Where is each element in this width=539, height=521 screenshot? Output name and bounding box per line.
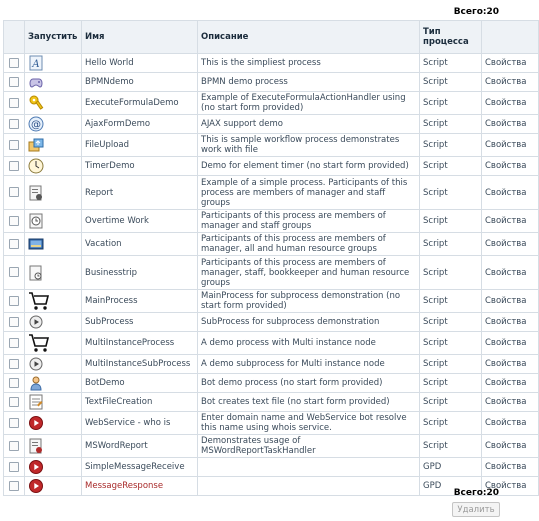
row-checkbox[interactable] (9, 397, 19, 407)
row-checkbox-cell (4, 458, 25, 477)
run-cell[interactable] (25, 355, 82, 374)
process-name[interactable]: Businesstrip (82, 256, 198, 290)
process-description: BPMN demo process (198, 73, 420, 92)
row-checkbox[interactable] (9, 140, 19, 150)
total-count-top: Всего:20 (453, 7, 499, 17)
process-description: AJAX support demo (198, 115, 420, 134)
process-type: Script (420, 435, 482, 458)
svg-text:A: A (32, 59, 40, 70)
process-name[interactable]: WebService - who is (82, 412, 198, 435)
process-type: Script (420, 134, 482, 157)
row-checkbox-cell (4, 157, 25, 176)
process-description: A demo process with Multi instance node (198, 332, 420, 355)
process-type: Script (420, 374, 482, 393)
run-cell[interactable] (25, 374, 82, 393)
process-description: Example of a simple process. Participants of this process are members of manager and staff groups (198, 176, 420, 210)
process-name[interactable]: MSWordReport (82, 435, 198, 458)
process-name[interactable]: Hello World (82, 54, 198, 73)
row-checkbox-cell (4, 313, 25, 332)
run-cell[interactable] (25, 134, 82, 157)
run-cell[interactable] (25, 210, 82, 233)
shopping-cart-icon[interactable] (28, 291, 50, 311)
properties-link[interactable]: Свойства (482, 477, 539, 496)
row-checkbox[interactable] (9, 359, 19, 369)
process-description: Demo for element timer (no start form provided) (198, 157, 420, 176)
run-cell[interactable] (25, 435, 82, 458)
row-checkbox[interactable] (9, 462, 19, 472)
row-checkbox[interactable] (9, 77, 19, 87)
row-checkbox[interactable] (9, 239, 19, 249)
process-name[interactable]: MultiInstanceSubProcess (82, 355, 198, 374)
at-sign-icon[interactable] (28, 116, 44, 132)
process-type: Script (420, 393, 482, 412)
process-table (3, 20, 539, 496)
process-description: SubProcess for subprocess demonstration (198, 313, 420, 332)
run-cell[interactable] (25, 115, 82, 134)
process-name[interactable]: MessageResponse (82, 477, 198, 496)
process-name[interactable]: TextFileCreation (82, 393, 198, 412)
vacation-screen-icon[interactable] (28, 236, 44, 252)
run-cell[interactable] (25, 458, 82, 477)
upload-package-icon[interactable] (28, 137, 44, 153)
process-type: Script (420, 256, 482, 290)
run-cell[interactable] (25, 332, 82, 355)
row-checkbox-cell (4, 256, 25, 290)
process-name[interactable]: BotDemo (82, 374, 198, 393)
run-cell[interactable] (25, 233, 82, 256)
row-checkbox-cell (4, 210, 25, 233)
row-checkbox-cell (4, 374, 25, 393)
table-row (4, 256, 539, 290)
properties-link[interactable]: Свойства (482, 134, 539, 157)
row-checkbox[interactable] (9, 441, 19, 451)
row-checkbox[interactable] (9, 378, 19, 388)
process-type: Script (420, 332, 482, 355)
row-checkbox-cell (4, 332, 25, 355)
row-checkbox[interactable] (9, 317, 19, 327)
table-row (4, 435, 539, 458)
run-cell[interactable] (25, 477, 82, 496)
process-type: Script (420, 54, 482, 73)
process-name[interactable]: MultiInstanceProcess (82, 332, 198, 355)
process-description: Example of ExecuteFormulaActionHandler using (no start form provided) (198, 92, 420, 115)
row-checkbox-cell (4, 54, 25, 73)
run-cell[interactable] (25, 54, 82, 73)
svg-text:@: @ (31, 119, 41, 131)
table-row (4, 157, 539, 176)
red-play-icon[interactable] (28, 459, 44, 475)
play-circle-icon[interactable] (28, 314, 44, 330)
process-type: Script (420, 176, 482, 210)
process-type: Script (420, 233, 482, 256)
row-checkbox[interactable] (9, 161, 19, 171)
properties-link[interactable]: Свойства (482, 54, 539, 73)
row-checkbox-cell (4, 355, 25, 374)
red-play-icon[interactable] (28, 478, 44, 494)
row-checkbox-cell (4, 134, 25, 157)
run-cell[interactable] (25, 157, 82, 176)
row-checkbox[interactable] (9, 481, 19, 491)
header-process-type: Тип процесса (420, 21, 482, 54)
table-row (4, 176, 539, 210)
process-description: This is sample workflow process demonstrates work with file (198, 134, 420, 157)
word-report-icon[interactable] (28, 438, 44, 454)
process-name[interactable]: SimpleMessageReceive (82, 458, 198, 477)
process-name[interactable]: BPMNdemo (82, 73, 198, 92)
process-name[interactable]: TimerDemo (82, 157, 198, 176)
process-name[interactable]: Report (82, 176, 198, 210)
total-count-bottom: Всего:20 (453, 488, 499, 498)
table-row (4, 54, 539, 73)
properties-link[interactable]: Свойства (482, 435, 539, 458)
process-name[interactable]: AjaxFormDemo (82, 115, 198, 134)
key-icon[interactable] (28, 95, 44, 111)
process-type: Script (420, 313, 482, 332)
process-description: Enter domain name and WebService bot resolve this name using whois service. (198, 412, 420, 435)
table-row (4, 458, 539, 477)
process-type: Script (420, 210, 482, 233)
run-cell[interactable] (25, 290, 82, 313)
table-header-row (4, 21, 539, 54)
process-description: This is the simpliest process (198, 54, 420, 73)
row-checkbox[interactable] (9, 98, 19, 108)
table-row (4, 355, 539, 374)
properties-link[interactable]: Свойства (482, 256, 539, 290)
row-checkbox-cell (4, 176, 25, 210)
play-circle-icon[interactable] (28, 356, 44, 372)
table-row (4, 290, 539, 313)
table-row (4, 412, 539, 435)
process-type: GPD (420, 458, 482, 477)
process-type: Script (420, 73, 482, 92)
process-description: Participants of this process are members of manager, staff, bookkeeper and human resource groups (198, 256, 420, 290)
properties-link[interactable]: Свойства (482, 115, 539, 134)
properties-link[interactable]: Свойства (482, 176, 539, 210)
process-name[interactable]: SubProcess (82, 313, 198, 332)
properties-link[interactable]: Свойства (482, 233, 539, 256)
run-cell[interactable] (25, 412, 82, 435)
row-checkbox[interactable] (9, 187, 19, 197)
table-row (4, 313, 539, 332)
table-row (4, 134, 539, 157)
table-row (4, 332, 539, 355)
delete-button[interactable]: Удалить (452, 502, 500, 517)
properties-link[interactable]: Свойства (482, 412, 539, 435)
properties-link[interactable]: Свойства (482, 332, 539, 355)
properties-link[interactable]: Свойства (482, 355, 539, 374)
process-name[interactable]: FileUpload (82, 134, 198, 157)
row-checkbox-cell (4, 477, 25, 496)
overtime-clock-icon[interactable] (28, 213, 44, 229)
clock-icon[interactable] (28, 158, 44, 174)
process-type: Script (420, 355, 482, 374)
table-row (4, 73, 539, 92)
row-checkbox-cell (4, 233, 25, 256)
row-checkbox[interactable] (9, 418, 19, 428)
row-checkbox[interactable] (9, 338, 19, 348)
process-description: Participants of this process are members of manager, all and human resource groups (198, 233, 420, 256)
run-cell[interactable] (25, 393, 82, 412)
process-description: Demonstrates usage of MSWordReportTaskHandler (198, 435, 420, 458)
row-checkbox-cell (4, 412, 25, 435)
process-description: Participants of this process are members of manager and staff groups (198, 210, 420, 233)
table-row (4, 374, 539, 393)
process-name[interactable]: Overtime Work (82, 210, 198, 233)
text-file-icon[interactable] (28, 394, 44, 410)
header-name: Имя (82, 21, 198, 54)
row-checkbox[interactable] (9, 119, 19, 129)
run-cell[interactable] (25, 313, 82, 332)
document-a-icon[interactable] (28, 55, 44, 71)
table-row (4, 233, 539, 256)
row-checkbox-cell (4, 290, 25, 313)
table-row (4, 92, 539, 115)
process-type: GPD (420, 477, 482, 496)
process-type: Script (420, 412, 482, 435)
properties-link[interactable]: Свойства (482, 458, 539, 477)
process-description: MainProcess for subprocess demonstration (no start form provided) (198, 290, 420, 313)
row-checkbox-cell (4, 393, 25, 412)
row-checkbox[interactable] (9, 216, 19, 226)
process-name[interactable]: MainProcess (82, 290, 198, 313)
properties-link[interactable]: Свойства (482, 290, 539, 313)
properties-link[interactable]: Свойства (482, 393, 539, 412)
run-cell[interactable] (25, 92, 82, 115)
process-description (198, 477, 420, 496)
properties-link[interactable]: Свойства (482, 313, 539, 332)
process-type: Script (420, 115, 482, 134)
header-properties (482, 21, 539, 54)
properties-link[interactable]: Свойства (482, 73, 539, 92)
properties-link[interactable]: Свойства (482, 92, 539, 115)
process-description: Bot creates text file (no start form provided) (198, 393, 420, 412)
properties-link[interactable]: Свойства (482, 374, 539, 393)
row-checkbox-cell (4, 115, 25, 134)
process-description (198, 458, 420, 477)
run-cell[interactable] (25, 73, 82, 92)
process-type: Script (420, 290, 482, 313)
row-checkbox[interactable] (9, 58, 19, 68)
properties-link[interactable]: Свойства (482, 210, 539, 233)
row-checkbox-cell (4, 92, 25, 115)
red-play-icon[interactable] (28, 415, 44, 431)
row-checkbox[interactable] (9, 296, 19, 306)
header-checkbox-cell (4, 21, 25, 54)
process-name[interactable]: ExecuteFormulaDemo (82, 92, 198, 115)
gamepad-icon[interactable] (28, 74, 44, 90)
run-cell[interactable] (25, 256, 82, 290)
row-checkbox[interactable] (9, 267, 19, 277)
process-type: Script (420, 92, 482, 115)
bot-person-icon[interactable] (28, 375, 44, 391)
process-description: A demo subprocess for Multi instance node (198, 355, 420, 374)
shopping-cart-icon[interactable] (28, 333, 50, 353)
table-row (4, 115, 539, 134)
table-row (4, 393, 539, 412)
properties-link[interactable]: Свойства (482, 157, 539, 176)
process-type: Script (420, 157, 482, 176)
process-name[interactable]: Vacation (82, 233, 198, 256)
header-description: Описание (198, 21, 420, 54)
process-description: Bot demo process (no start form provided) (198, 374, 420, 393)
run-cell[interactable] (25, 176, 82, 210)
table-row (4, 210, 539, 233)
header-run: Запустить (25, 21, 82, 54)
row-checkbox-cell (4, 435, 25, 458)
row-checkbox-cell (4, 73, 25, 92)
trip-document-icon[interactable] (28, 265, 44, 281)
report-icon[interactable] (28, 185, 44, 201)
